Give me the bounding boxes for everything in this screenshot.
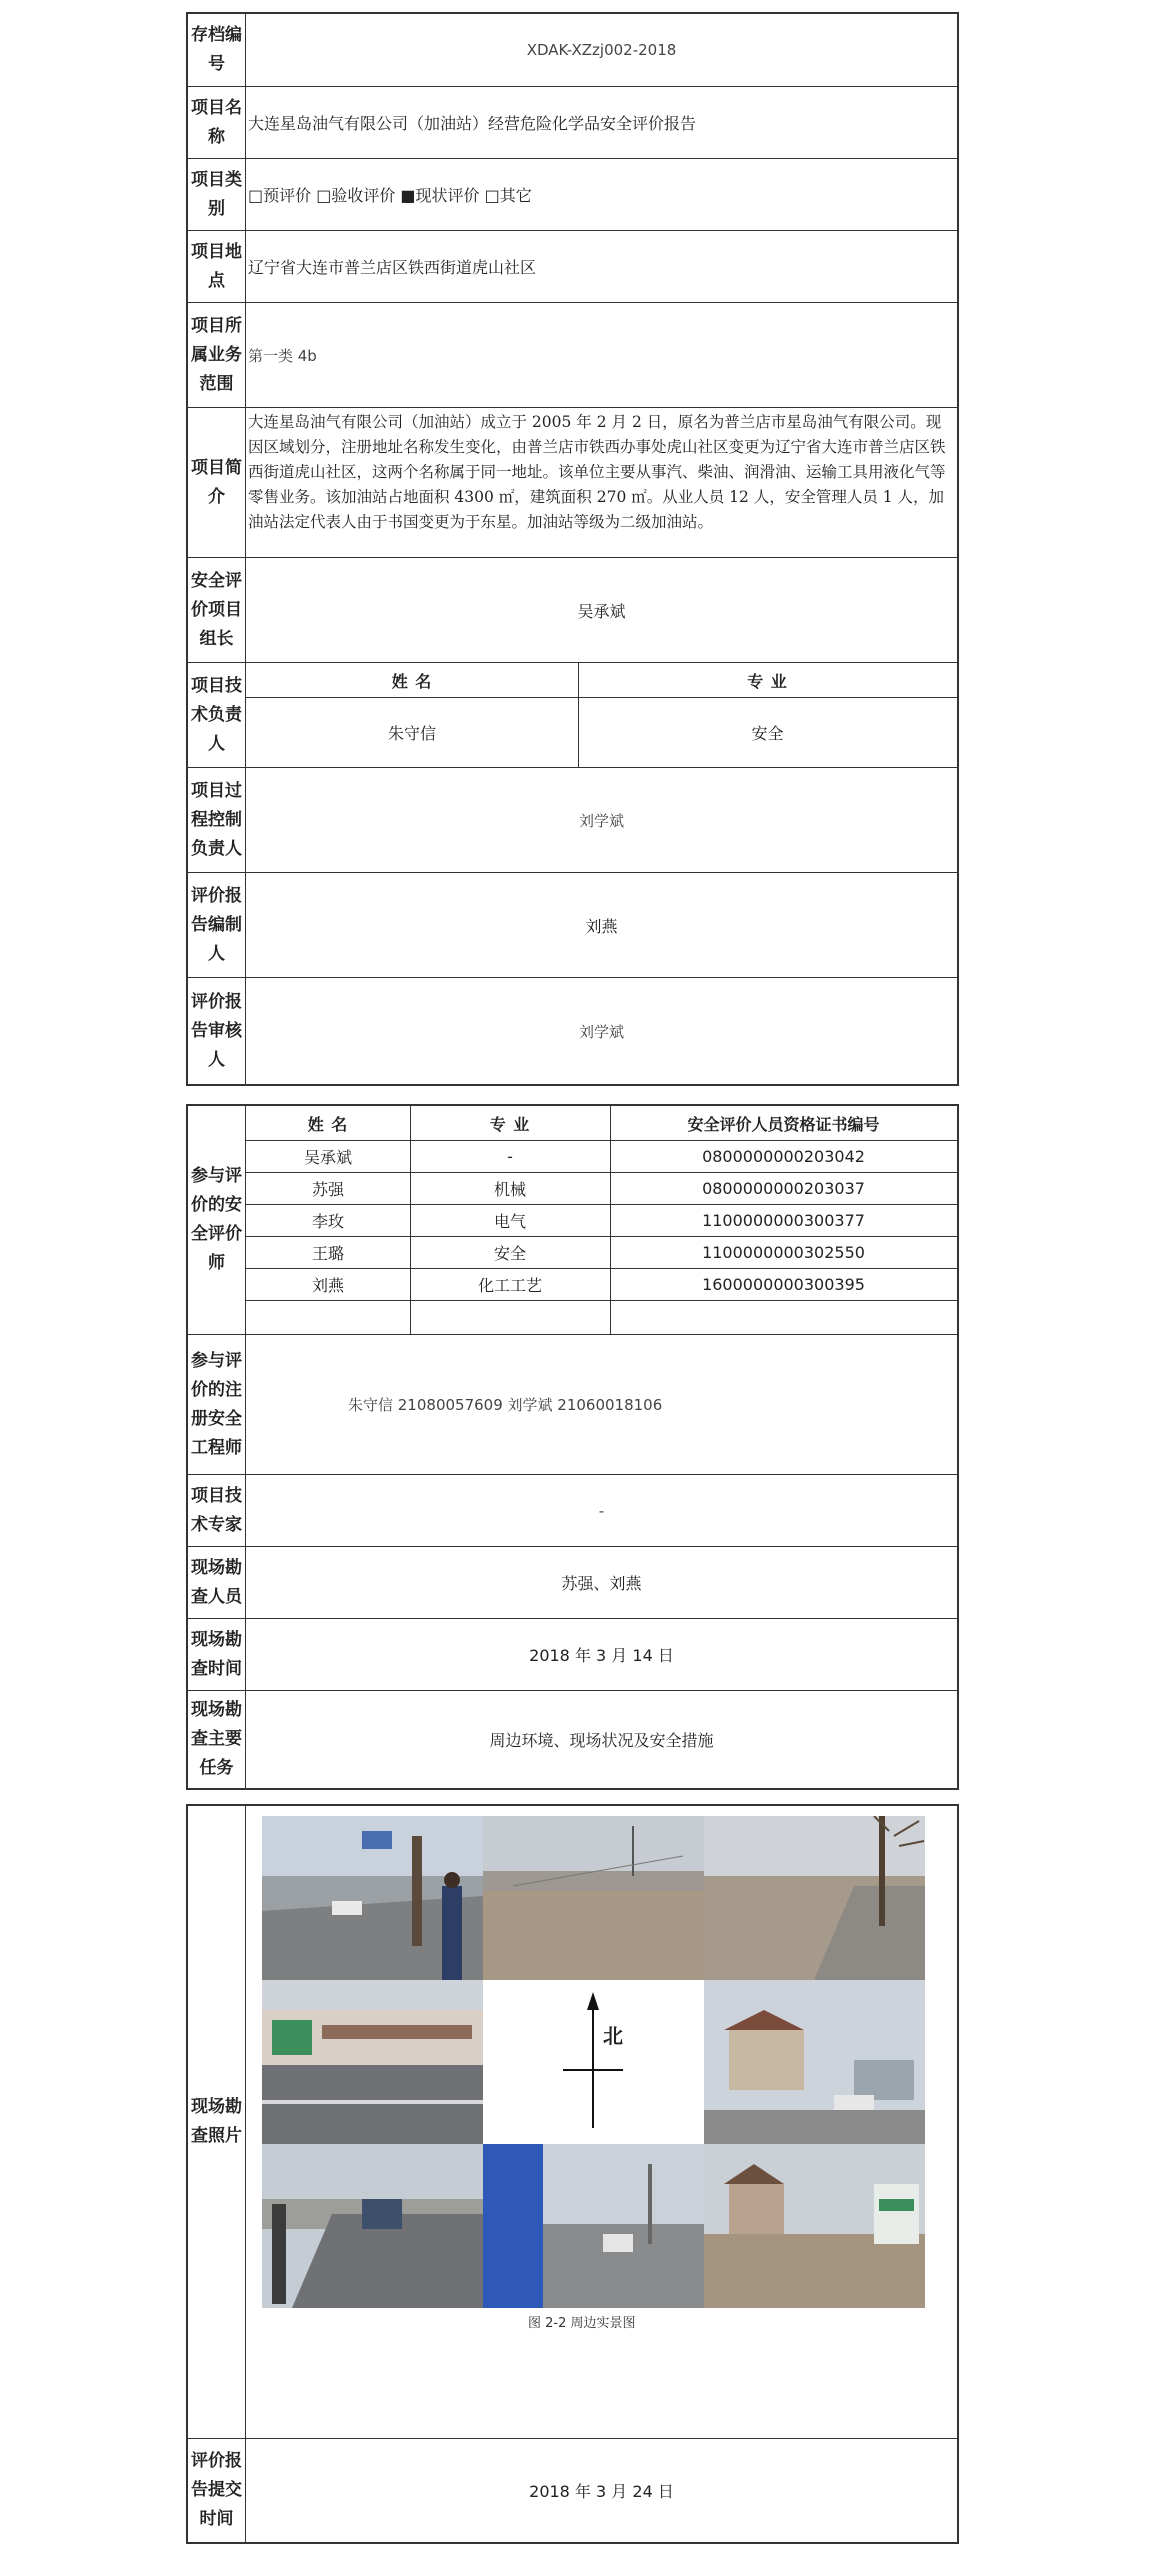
photos-label: 现场勘查照片 — [188, 1806, 246, 2438]
row-survey-task — [188, 1690, 957, 1788]
row-project-type — [188, 158, 957, 230]
survey-staff-label: 现场勘查人员 — [188, 1547, 246, 1618]
row-process-control — [188, 767, 957, 872]
tech-lead-name-header: 姓 名 — [391, 671, 433, 691]
tech-lead-subtable — [246, 663, 957, 767]
submit-time-value: 2018 年 3 月 24 日 — [529, 2482, 674, 2501]
site-photo-lane — [704, 1816, 925, 1980]
report-reviewer-label: 评价报告审核人 — [188, 978, 246, 1084]
assessor-table — [186, 1104, 959, 1790]
north-label: 北 — [603, 2024, 623, 2048]
archive-no-value: XDAK-XZzj002-2018 — [526, 41, 677, 59]
table-row-name: 李玫 — [311, 1211, 344, 1231]
site-photo-shop-sign — [483, 2144, 704, 2308]
tech-lead-major-header: 专 业 — [747, 671, 788, 691]
project-location-value: 辽宁省大连市普兰店区铁西街道虎山社区 — [248, 258, 537, 277]
table-row-cert: 1600000000300395 — [702, 1274, 865, 1294]
intro-label: 项目简介 — [188, 408, 246, 557]
process-control-value: 刘学斌 — [578, 811, 624, 830]
assessors-header-name: 姓 名 — [307, 1114, 349, 1134]
row-project-name — [188, 86, 957, 158]
row-engineers — [188, 1334, 957, 1474]
tech-lead-name: 朱守信 — [387, 723, 436, 743]
table-row-major: 安全 — [493, 1243, 526, 1263]
survey-time-label: 现场勘查时间 — [188, 1619, 246, 1690]
project-type-value: □预评价 □验收评价 ■现状评价 □其它 — [248, 186, 532, 205]
engineers-label: 参与评价的注册安全工程师 — [188, 1335, 246, 1474]
survey-task-label: 现场勘查主要任务 — [188, 1691, 246, 1788]
table-row-cert: 0800000000203042 — [702, 1146, 865, 1166]
table-row-major: 机械 — [493, 1179, 526, 1199]
table-row-name: 苏强 — [311, 1179, 344, 1199]
project-name-value: 大连星岛油气有限公司（加油站）经营危险化学品安全评价报告 — [248, 114, 697, 133]
report-writer-label: 评价报告编制人 — [188, 873, 246, 977]
assessors-label: 参与评价的安全评价师 — [188, 1106, 246, 1334]
archive-no-label: 存档编号 — [188, 14, 246, 86]
tech-lead-label: 项目技术负责人 — [188, 663, 246, 767]
site-photo-building — [704, 1980, 925, 2144]
report-reviewer-value: 刘学斌 — [578, 1022, 624, 1041]
business-scope-value: 第一类 4b — [248, 346, 317, 365]
row-archive-no — [188, 14, 957, 86]
project-type-label: 项目类别 — [188, 159, 246, 230]
row-survey-staff — [188, 1546, 957, 1618]
table-row-cert: 1100000000300377 — [702, 1210, 865, 1230]
submit-time-label: 评价报告提交时间 — [188, 2439, 246, 2542]
experts-value: - — [598, 1501, 605, 1520]
tech-lead-major: 安全 — [751, 723, 784, 743]
project-name-label: 项目名称 — [188, 87, 246, 158]
table-row-cert: 1100000000302550 — [702, 1242, 865, 1262]
table-row-major: - — [507, 1146, 513, 1166]
row-business-scope — [188, 302, 957, 407]
survey-time-value: 2018 年 3 月 14 日 — [529, 1646, 674, 1665]
project-info-table — [186, 12, 959, 1086]
experts-label: 项目技术专家 — [188, 1475, 246, 1546]
row-project-location — [188, 230, 957, 302]
photo-table — [186, 1804, 959, 2544]
table-row-name: 吴承斌 — [303, 1147, 352, 1167]
process-control-label: 项目过程控制负责人 — [188, 768, 246, 872]
row-survey-time — [188, 1618, 957, 1690]
site-photo-field — [483, 1816, 704, 1980]
site-photo-storefront — [262, 1980, 483, 2144]
row-assessors — [188, 1106, 957, 1334]
project-location-label: 项目地点 — [188, 231, 246, 302]
team-leader-value: 吴承斌 — [577, 601, 626, 621]
intro-text: 大连星岛油气有限公司（加油站）成立于 2005 年 2 月 2 日，原名为普兰店市星岛油气有限公司。现因区域划分，注册地址名称发生变化，由普兰店市铁西办事处虎山社区变更为辽宁省大连市普兰店区铁西街道虎山社区，这两个名称属于同一地址。该单位主要从事汽、柴油、润滑油、运输工具用液化气等零售业务。该加油站占地面积 4300 ㎡，建筑面积 270 ㎡。从业人员 12 人，安全管理人员 1 人，加油站法定代表人由于书国变更为于东星。加油站等级为二级加油站。 — [248, 413, 946, 531]
assessors-header-major: 专 业 — [489, 1114, 531, 1134]
row-photos — [188, 1806, 957, 2438]
business-scope-label: 项目所属业务范围 — [188, 303, 246, 407]
figure-caption: 图 2-2 周边实景图 — [528, 2316, 636, 2331]
survey-staff-value: 苏强、刘燕 — [561, 1574, 642, 1593]
row-team-leader — [188, 557, 957, 662]
table-row-major: 化工工艺 — [477, 1275, 542, 1295]
table-row-name: 王璐 — [311, 1243, 344, 1263]
site-photo-street — [262, 2144, 483, 2308]
table-row-name: 刘燕 — [311, 1275, 344, 1295]
row-report-writer — [188, 872, 957, 977]
north-arrow — [483, 1980, 704, 2144]
table-row-cert: 0800000000203037 — [702, 1178, 865, 1198]
site-photo-house — [704, 2144, 925, 2308]
row-submit-time — [188, 2438, 957, 2542]
row-tech-lead — [188, 662, 957, 767]
row-report-reviewer — [188, 977, 957, 1084]
site-photo-road — [262, 1816, 483, 1980]
assessors-subtable — [246, 1106, 957, 1334]
table-row-major: 电气 — [493, 1211, 526, 1231]
engineers-value: 朱守信 21080057609 刘学斌 21060018106 — [348, 1396, 663, 1414]
report-writer-value: 刘燕 — [585, 916, 618, 936]
row-project-intro — [188, 407, 957, 557]
assessors-header-cert: 安全评价人员资格证书编号 — [687, 1114, 880, 1134]
team-leader-label: 安全评价项目组长 — [188, 558, 246, 662]
row-experts — [188, 1474, 957, 1546]
survey-task-value: 周边环境、现场状况及安全措施 — [489, 1731, 714, 1750]
